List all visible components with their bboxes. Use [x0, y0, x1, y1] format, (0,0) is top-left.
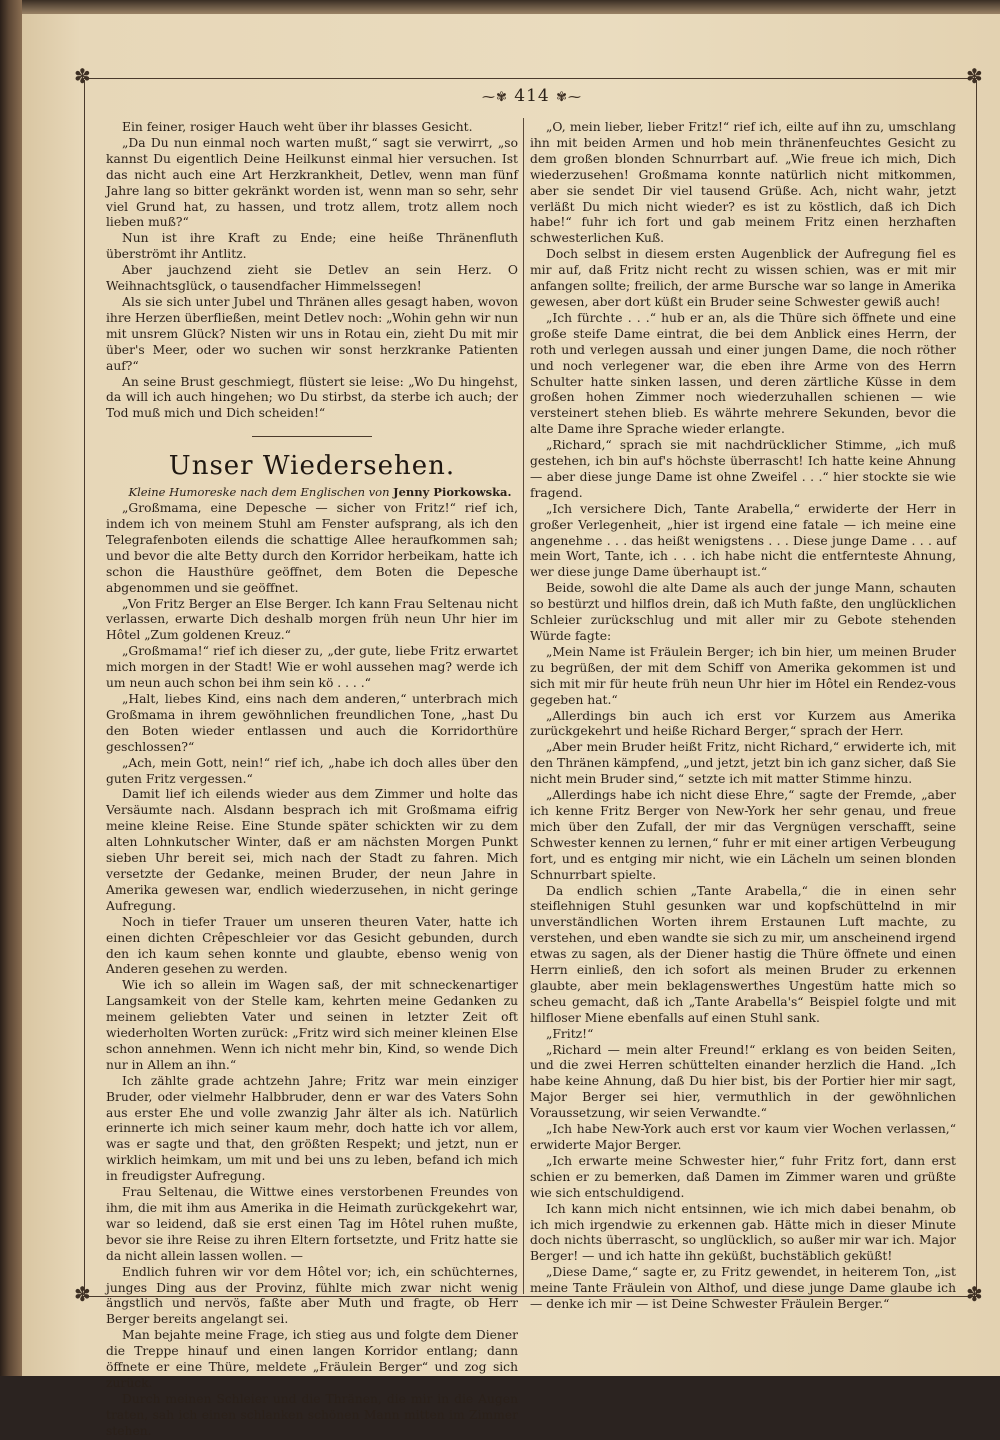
paragraph: Als sie sich unter Jubel und Thränen alles gesagt haben, wovon ihre Herzen überfließen, meint Detlev noch: „Wohin gehn wir nun mit unsrem Glück? Nisten wir uns in Rotau ein, zieht Du mit mir über's Meer, oder wo suchen wir sonst herzkranke Patienten auf?“: [106, 294, 518, 373]
paragraph: „Da Du nun einmal noch warten mußt,“ sagt sie verwirrt, „so kannst Du eigentlich Deine Heilkunst einmal hier versuchen. Ist das nicht auch eine Art Herzkrankheit, Detlev, wenn man fünf Jahre lang so bitter gekränkt worden ist, wenn man so sehr, sehr viel Grund hat, zu hassen, und trotz allem, trotz allem noch lieben muß?“: [106, 135, 518, 230]
paragraph: Da endlich schien „Tante Arabella,“ die in einen sehr steiflehnigen Stuhl gesunken war und kopfschüttelnd in mir unverständlichen Worten ihrem Erstaunen Luft machte, zu verstehen, und eben wandte sie sich zu mir, um anscheinend irgend etwas zu sagen, als der Diener hastig die Thüre öffnete und einen Herrn einließ, den ich sofort als meinen Bruder zu erkennen glaubte, aber mein beklagenswerthes Ungestüm hatte mich so scheu gemacht, daß ich „Tante Arabella's“ Beispiel folgte und mit hilfloser Miene ebenfalls auf einen Stuhl sank.: [530, 883, 956, 1025]
paragraph: Durch meinen Schleier und die Thränen, die mir in die Augen traten, sah ich einen schlanken schönen Mann mitten im Zimmer stehen.: [106, 1391, 518, 1438]
paragraph: Damit lief ich eilends wieder aus dem Zimmer und holte das Versäumte nach. Alsdann besprach ich mit Großmama eifrig meine kleine Reise. Eine Stunde später schickten wir zu dem alten Lohnkutscher Winter, daß er am nächsten Morgen Punkt sieben Uhr bereit sei, mich nach der Stadt zu fahren. Mich versetzte der Gedanke, meinen Bruder, der neun Jahre in Amerika gewesen war, endlich wiederzusehen, in nicht geringe Aufregung.: [106, 787, 518, 913]
paragraph: Noch in tiefer Trauer um unseren theuren Vater, hatte ich einen dichten Crêpeschleier vor das Gesicht gebunden, durch den ich kaum sehen konnte und glaubte, ebenso wenig von Anderen gesehen zu werden.: [106, 914, 518, 977]
frame-right-rule: [976, 80, 977, 1294]
subtitle-text: Kleine Humoreske nach dem Englischen von: [128, 485, 390, 500]
paragraph: Wie ich so allein im Wagen saß, der mit schneckenartiger Langsamkeit von der Stelle kam, kehrten meine Gedanken zu meinem geliebten Vater und seinen in letzter Zeit oft wiederholten Worten zurück: „Fritz wird sich meiner kleinen Else schon annehmen. Wenn ich nicht mehr bin, Kind, so wende Dich nur in Allem an ihn.“: [106, 978, 518, 1072]
paragraph: „O, mein lieber, lieber Fritz!“ rief ich, eilte auf ihn zu, umschlang ihn mit beiden Armen und hob mein thränenfeuchtes Gesicht zu dem großen blonden Schnurrbart auf. „Wie freue ich mich, Dich wiederzusehen! Großmama konnte natürlich nicht mitkommen, aber sie sendet Dir viel tausend Grüße. Ach, nicht wahr, jetzt verläßt Du mich nicht wieder? es ist zu köstlich, daß ich Dich habe!“ fuhr ich fort und gab meinem Fritz einen herzhaften schwesterlichen Kuß.: [530, 120, 956, 246]
page-number: [452, 86, 612, 106]
paragraph: Ein feiner, rosiger Hauch weht über ihr blasses Gesicht.: [122, 120, 473, 134]
paragraph: „Ich habe New-York auch erst vor kaum vier Wochen verlassen,“ erwiderte Major Berger.: [530, 1122, 956, 1152]
section-divider: [252, 436, 372, 437]
book-spine: [0, 0, 22, 1376]
paragraph: „Großmama, eine Depesche — sicher von Fritz!“ rief ich, indem ich von meinem Stuhl am Fenster aufsprang, als ich den Telegrafenboten eilends die schattige Allee heraufkommen sah; und bevor die alte Betty durch den Korridor herbeikam, hatte ich schon die Hausthüre geöffnet, dem Boten die Depesche abgenommen und sie geöffnet.: [106, 501, 518, 595]
paragraph: „Richard — mein alter Freund!“ erklang es von beiden Seiten, und die zwei Herren schüttelten einander herzlich die Hand. „Ich habe keine Ahnung, daß Du hier bist, bis der Portier hier mir sagt, Major Berger sei hier, vermuthlich in der gewöhnlichen Voraussetzung, wir seien Verwandte.“: [530, 1042, 956, 1121]
paragraph: Frau Seltenau, die Wittwe eines verstorbenen Freundes von ihm, die mit ihm aus Amerika in die Heimath zurückgekehrt war, war so leidend, daß sie erst einen Tag im Hôtel ruhen mußte, bevor sie ihre Reise zu ihren Eltern fortsetzte, und Fritz hatte sie da nicht allein lassen wollen. —: [106, 1185, 518, 1263]
left-column: [106, 120, 518, 1440]
flourish-left-icon: ⁓✾: [481, 90, 508, 105]
paragraph: Man bejahte meine Frage, ich stieg aus und folgte dem Diener die Treppe hinauf und einen langen Korridor entlang; dann öffnete er eine Thüre, meldete „Fräulein Berger“ und zog sich zurück.: [106, 1328, 518, 1390]
column-divider: [523, 118, 524, 1294]
paragraph: „Ach, mein Gott, nein!“ rief ich, „habe ich doch alles über den guten Fritz vergessen.“: [106, 755, 518, 786]
paragraph: „Allerdings bin auch ich erst vor Kurzem aus Amerika zurückgekehrt und heiße Richard Berger,“ sprach der Herr.: [530, 708, 956, 739]
paragraph: Ich kann mich nicht entsinnen, wie ich mich dabei benahm, ob ich mich irgendwie zu erkennen gab. Hätte mich in dieser Minute doch nichts überrascht, so unglücklich, so außer mir war ich. Major Berger! — und ich hatte ihn geküßt, buchstäblich geküßt!: [530, 1201, 956, 1264]
paragraph: „Von Fritz Berger an Else Berger. Ich kann Frau Seltenau nicht verlassen, erwarte Dich deshalb morgen früh neun Uhr hier im Hôtel „Zum goldenen Kreuz.“: [106, 596, 518, 643]
paragraph: „Ich erwarte meine Schwester hier,“ fuhr Fritz fort, dann erst schien er zu bemerken, daß Damen im Zimmer waren und grüßte wie sich entschuldigend.: [530, 1153, 956, 1200]
paragraph: Beide, sowohl die alte Dame als auch der junge Mann, schauten so bestürzt und hilflos drein, daß ich Muth faßte, den unglücklichen Schleier zurückschlug und mit aller mir zu Gebote stehenden Würde fagte:: [530, 581, 956, 643]
frame-top-rule: [82, 78, 980, 79]
paragraph: Doch selbst in diesem ersten Augenblick der Aufregung fiel es mir auf, daß Fritz nicht recht zu wissen schien, was er mit mir anfangen sollte; freilich, der arme Bursche war so lange in Amerika gewesen, aber dort küßt ein Bruder seine Schwester gewiß auch!: [530, 247, 956, 309]
paragraph: „Fritz!“: [546, 1026, 594, 1041]
paragraph: Aber jauchzend zieht sie Detlev an sein Herz. O Weihnachtsglück, o tausendfacher Himmelssegen!: [106, 263, 518, 294]
translator-name: Jenny Piorkowska.: [393, 485, 512, 500]
frame-left-rule: [84, 80, 85, 1294]
paragraph: „Richard,“ sprach sie mit nachdrücklicher Stimme, „ich muß gestehen, ich bin auf's höchste überrascht! Ich hatte keine Ahnung — aber diese junge Dame ist ohne Zweifel . . .“ hier stockte sie wie fragend.: [530, 438, 956, 500]
page-top-edge: [22, 0, 1000, 14]
corner-ornament-icon: ✽: [966, 1282, 983, 1306]
book-page: [22, 0, 1000, 1438]
story-subtitle: [106, 485, 518, 501]
flourish-right-icon: ✾⁓: [556, 90, 583, 105]
paragraph: „Großmama!“ rief ich dieser zu, „der gute, liebe Fritz erwartet mich morgen in der Stadt! Wie er wohl aussehen mag? werde ich um neun auch schon bei ihm sein kö . . . .“: [106, 644, 518, 691]
page-number-value: 414: [514, 86, 550, 106]
paragraph: Nun ist ihre Kraft zu Ende; eine heiße Thränenfluth überströmt ihr Antlitz.: [106, 231, 518, 262]
paragraph: „Mein Name ist Fräulein Berger; ich bin hier, um meinen Bruder zu begrüßen, der mit dem Schiff von Amerika gekommen ist und sich mit mir für heute früh neun Uhr hier im Hôtel ein Rendez-vous gegeben hat.“: [530, 644, 956, 707]
paragraph: Endlich fuhren wir vor dem Hôtel vor; ich, ein schüchternes, junges Ding aus der Provinz, fühlte mich zwar nicht wenig ängstlich und nervös, faßte aber Muth und fragte, ob Herr Berger bereits angelangt sei.: [106, 1264, 518, 1327]
paragraph: „Aber mein Bruder heißt Fritz, nicht Richard,“ erwiderte ich, mit den Thränen kämpfend, „und jetzt, jetzt bin ich ganz sicher, daß Sie nicht mein Bruder sind,“ setzte ich mit matter Stimme hinzu.: [530, 740, 956, 787]
paragraph: „Allerdings habe ich nicht diese Ehre,“ sagte der Fremde, „aber ich kenne Fritz Berger von New-York her sehr genau, und freue mich über den Zufall, der mir das Vergnügen verschafft, seine Schwester kennen zu lernen,“ fuhr er mit einer artigen Verbeugung fort, und es entging mir nicht, wie ein Lächeln um seinen blonden Schnurrbart spielte.: [530, 788, 956, 882]
corner-ornament-icon: ✽: [966, 64, 983, 88]
corner-ornament-icon: ✽: [74, 1282, 91, 1306]
corner-ornament-icon: ✽: [74, 64, 91, 88]
paragraph: „Halt, liebes Kind, eins nach dem anderen,“ unterbrach mich Großmama in ihrem gewöhnlichen freundlichen Tone, „hast Du den Boten wieder entlassen und auch die Korridorthüre geschlossen?“: [106, 692, 518, 754]
paragraph: Ich zählte grade achtzehn Jahre; Fritz war mein einziger Bruder, oder vielmehr Halbbruder, denn er war des Vaters Sohn aus erster Ehe und volle zwanzig Jahr älter als ich. Natürlich erinnerte ich mich seiner kaum mehr, doch hatte ich vor allem, was er sagte und that, den größten Respekt; und jetzt, nun er wirklich heimkam, um mit und bei uns zu leben, befand ich mich in freudigster Aufregung.: [106, 1073, 518, 1184]
paragraph: An seine Brust geschmiegt, flüstert sie leise: „Wo Du hingehst, da will ich auch hingehen; wo Du stirbst, da sterbe ich auch; der Tod muß mich und Dich scheiden!“: [106, 374, 518, 421]
paragraph: „Ich versichere Dich, Tante Arabella,“ erwiderte der Herr in großer Verlegenheit, „hier ist irgend eine fatale — ich meine eine angenehme . . . das heißt wenigstens . . . Diese junge Dame . . . auf mein Wort, Tante, ich . . . ich habe nicht die entfernteste Ahnung, wer diese junge Dame überhaupt ist.“: [530, 501, 956, 580]
paragraph: „Diese Dame,“ sagte er, zu Fritz gewendet, in heiterem Ton, „ist meine Tante Fräulein von Althof, und diese junge Dame glaube ich — denke ich mir — ist Deine Schwester Fräulein Berger.“: [530, 1265, 956, 1312]
paragraph: „Ich fürchte . . .“ hub er an, als die Thüre sich öffnete und eine große steife Dame eintrat, die bei dem Anblick eines Herrn, der roth und verlegen aussah und einer jungen Dame, die noch röther und noch verlegener war, die eben ihre Arme von des Herrn Schulter hatte sinken lassen, und deren zärtliche Küsse in dem großen hohen Zimmer noch wiederzuhallen schienen — wie versteinert stehen blieb. Es währte mehrere Sekunden, bevor die alte Dame ihre Sprache wieder erlangte.: [530, 310, 956, 437]
story-title: Unser Wiedersehen.: [168, 451, 456, 482]
right-column: [530, 120, 956, 1313]
